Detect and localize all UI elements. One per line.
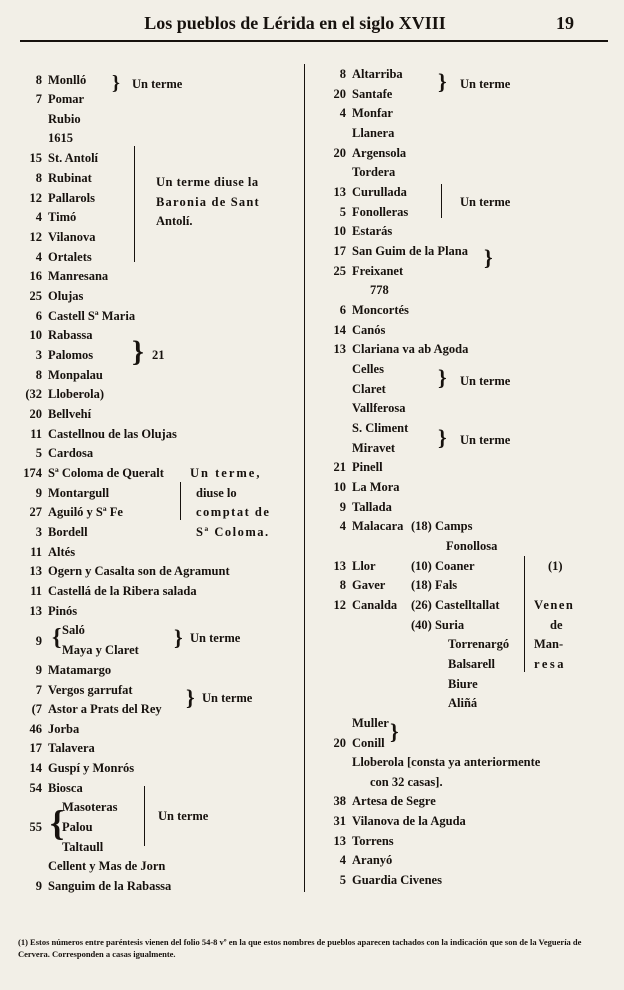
entry-town: Altés [48, 545, 76, 559]
entry-town: Pinell [352, 460, 383, 474]
entry-houses: 4 [339, 519, 346, 533]
entry-town: Guardia Civenes [352, 873, 442, 887]
entry-houses: 17 [333, 244, 346, 258]
entry-town: Fonollosa [446, 539, 498, 553]
entry-town: Castell Sª Maria [48, 309, 136, 323]
entry-houses: 4 [339, 106, 346, 120]
entry-town: Monfar [352, 106, 393, 120]
entry-houses: 13 [29, 604, 42, 618]
entry-town: Estarás [352, 224, 393, 238]
entry-houses: 16 [29, 269, 42, 283]
entry-town: Vergos garrufat [48, 683, 133, 697]
note-un-terme: Un terme [460, 433, 511, 447]
entry-town-sub: (26) Castelltallat [411, 598, 500, 612]
entry-houses: 7 [35, 683, 42, 697]
entry-houses: 10 [29, 328, 42, 342]
entry-town: Sª Coloma de Queralt [48, 466, 164, 480]
entry-town: Saló [62, 623, 85, 637]
entry-town: Monlló [48, 73, 87, 87]
entry-houses: 13 [333, 342, 346, 356]
entry-houses: 12 [29, 191, 42, 205]
entry-town: Conill [352, 736, 385, 750]
entry-houses: 13 [29, 564, 42, 578]
entry-town: Bordell [48, 525, 88, 539]
entry-houses: 11 [30, 584, 42, 598]
entry-town: Llanera [352, 126, 395, 140]
entry-town: Santafe [352, 87, 393, 101]
entry-town: S. Climent [352, 421, 409, 435]
brace: } [174, 625, 183, 650]
column-divider [304, 64, 305, 892]
brace: { [50, 803, 65, 843]
entry-town: Montargull [48, 486, 110, 500]
entry-houses: 20 [333, 146, 346, 160]
entry-town: Tallada [352, 500, 392, 514]
entry-houses: 5 [339, 873, 346, 887]
entry-houses: 13 [333, 834, 346, 848]
entry-houses: 9 [35, 663, 42, 677]
entry-town: Palou [62, 820, 93, 834]
entry-town: Monpalau [48, 368, 103, 382]
note-un-terme: Un terme [132, 77, 183, 91]
entry-town: Ortalets [48, 250, 92, 264]
entry-town: Artesa de Segre [352, 794, 436, 808]
entry-town: Gaver [352, 578, 386, 592]
brace-line [144, 786, 145, 846]
entry-houses: 9 [339, 500, 346, 514]
page-header [0, 10, 624, 34]
entry-houses: 4 [35, 210, 42, 224]
entry-town: Rubio [48, 112, 81, 126]
entry-houses: 46 [29, 722, 42, 736]
entry-town: Curullada [352, 185, 407, 199]
entry-houses: 27 [29, 505, 42, 519]
entry-town: Balsarell [448, 657, 495, 671]
entry-houses: 6 [35, 309, 42, 323]
note-un-terme: Un terme [460, 77, 511, 91]
note-un-terme: Un terme [460, 374, 511, 388]
entry-houses: 25 [333, 264, 346, 278]
entry-houses: 20 [333, 736, 346, 750]
entry-town: Claret [352, 382, 386, 396]
note-venen-4: resa [534, 657, 566, 671]
entry-town-sub: (18) Camps [411, 519, 473, 533]
entry-houses: 5 [339, 205, 346, 219]
brace-line [180, 482, 181, 520]
entry-houses: 9 [35, 486, 42, 500]
brace: } [438, 365, 447, 390]
entry-houses: 54 [29, 781, 42, 795]
entry-houses: 174 [23, 466, 42, 480]
entry-town: Rabassa [48, 328, 93, 342]
entry-houses: 4 [339, 853, 346, 867]
entry-town: Miravet [352, 441, 396, 455]
entry-town: San Guim de la Plana [352, 244, 468, 258]
brace: } [438, 69, 447, 94]
entry-town: 1615 [48, 131, 73, 145]
entry-houses: 25 [29, 289, 42, 303]
entry-town: Canós [352, 323, 386, 337]
entry-town: Fonolleras [352, 205, 409, 219]
entry-town: Torrens [352, 834, 394, 848]
entry-town: Biure [448, 677, 478, 691]
note-venen-2: de [550, 618, 563, 632]
entry-houses: 31 [333, 814, 346, 828]
entry-town: Bellvehí [48, 407, 92, 421]
entry-town: Canalda [352, 598, 398, 612]
entry-houses: 9 [35, 879, 42, 893]
brace: } [112, 72, 120, 94]
entry-houses: 5 [35, 446, 42, 460]
entry-town: Rubinat [48, 171, 92, 185]
entry-town: Vilanova de la Aguda [352, 814, 466, 828]
entry-town: Guspí y Monrós [48, 761, 135, 775]
entry-houses: 20 [333, 87, 346, 101]
entry-town: Aranyó [352, 853, 393, 867]
entry-houses: 8 [35, 368, 42, 382]
entry-town: Astor a Prats del Rey [48, 702, 162, 716]
entry-town: Clariana va ab Agoda [352, 342, 469, 356]
entry-town: Moncortés [352, 303, 409, 317]
entry-houses: 13 [333, 185, 346, 199]
entry-houses: 8 [35, 171, 42, 185]
entry-town: Matamargo [48, 663, 112, 677]
entry-town: con 32 casas]. [370, 775, 443, 789]
entry-houses: 9 [35, 634, 42, 648]
entry-town: La Mora [352, 480, 400, 494]
entry-town: Aguiló y Sª Fe [48, 505, 123, 519]
entry-houses: 8 [339, 578, 346, 592]
footnote: (1) Estos números entre paréntesis vienen del folio 54-8 vº en la que estos nombres de pueblos aparecen tachados con la indicación que son de la Veguería de Cervera. Corresponden a casas igualmente. [18, 937, 582, 959]
entry-houses: (7 [31, 702, 42, 716]
brace: } [132, 335, 144, 368]
entry-town-sub: (10) Coaner [411, 559, 475, 573]
entry-town: Pinós [48, 604, 78, 618]
note-un-terme: Un terme [460, 195, 511, 209]
entry-town: Malacara [352, 519, 404, 533]
entry-houses: 8 [35, 73, 42, 87]
brace-line [524, 556, 525, 672]
entry-town: Pallarols [48, 191, 95, 205]
entry-houses: 14 [333, 323, 346, 337]
entry-houses: 55 [29, 820, 42, 834]
brace-line [441, 184, 442, 218]
entry-town: Lloberola [consta ya anteriormente [352, 755, 541, 769]
entry-town: Llor [352, 559, 376, 573]
entry-town: Pomar [48, 92, 85, 106]
note-venen-1: Venen [534, 598, 575, 612]
entry-town: Sanguim de la Rabassa [48, 879, 172, 893]
entry-town: Freixanet [352, 264, 404, 278]
entry-town-sub: (40) Suria [411, 618, 465, 632]
entry-town: Manresana [48, 269, 109, 283]
page-title: Los pueblos de Lérida en el siglo XVIII [144, 13, 446, 33]
entry-town: Palomos [48, 348, 94, 362]
entry-town: Olujas [48, 289, 84, 303]
brace: } [484, 245, 493, 270]
entry-houses: 11 [30, 427, 42, 441]
entry-town: Torrenargó [448, 637, 510, 651]
entry-town: Celles [352, 362, 384, 376]
entry-town: Ogern y Casalta son de Agramunt [48, 564, 230, 578]
note-antoli-3: Antolí. [156, 214, 193, 228]
note-coloma-3: comptat de [196, 505, 271, 519]
page-number: 19 [556, 13, 574, 33]
note-coloma-2: diuse lo [196, 486, 237, 500]
entry-town: Muller [352, 716, 389, 730]
entry-houses: 17 [29, 741, 42, 755]
entry-town: Aliñá [448, 696, 478, 710]
entry-houses: 3 [35, 348, 42, 362]
entry-town: Taltaull [62, 840, 104, 854]
note-21: 21 [152, 348, 165, 362]
note-antoli-1: Un terme diuse la [156, 175, 259, 189]
entry-houses: 4 [35, 250, 42, 264]
entry-town: Vallferosa [352, 401, 406, 415]
entry-town-sub: (18) Fals [411, 578, 458, 592]
entry-town: Vilanova [48, 230, 96, 244]
entry-houses: 10 [333, 224, 346, 238]
entry-houses: 15 [29, 151, 42, 165]
entry-houses: 21 [333, 460, 346, 474]
entry-town: 778 [370, 283, 389, 297]
brace: { [52, 625, 62, 651]
entry-houses: 12 [29, 230, 42, 244]
entry-town: Castellnou de las Olujas [48, 427, 177, 441]
entry-town: Masoteras [62, 800, 118, 814]
entry-town: Castellá de la Ribera salada [48, 584, 197, 598]
entry-town: Biosca [48, 781, 83, 795]
note-un-terme: Un terme [202, 691, 253, 705]
note-antoli-2: Baronia de Sant [156, 195, 260, 209]
brace-line [134, 146, 135, 262]
note-venen-3: Man- [534, 637, 564, 651]
entry-houses: 38 [333, 794, 346, 808]
entry-houses: (32 [25, 387, 42, 401]
entry-town: Jorba [48, 722, 80, 736]
note-coloma-1: Un terme, [190, 466, 262, 480]
entry-town: Altarriba [352, 67, 403, 81]
brace: } [438, 425, 447, 450]
entry-houses: 13 [333, 559, 346, 573]
entry-houses: 10 [333, 480, 346, 494]
entry-houses: 8 [339, 67, 346, 81]
entry-town: Timó [48, 210, 77, 224]
note-coloma-4: Sª Coloma. [196, 525, 270, 539]
note-un-terme: Un terme [158, 809, 209, 823]
entry-houses: 3 [35, 525, 42, 539]
entry-houses: 12 [333, 598, 346, 612]
brace: } [390, 719, 399, 744]
entry-houses: 6 [339, 303, 346, 317]
entry-town: Talavera [48, 741, 95, 755]
entry-town: Argensola [352, 146, 407, 160]
entry-houses: 20 [29, 407, 42, 421]
header-rule [20, 40, 608, 42]
brace: } [186, 685, 195, 710]
entry-town: Cardosa [48, 446, 94, 460]
entry-town: Maya y Claret [62, 643, 139, 657]
entry-town: Tordera [352, 165, 396, 179]
entry-town: Cellent y Mas de Jorn [48, 859, 166, 873]
entry-town: St. Antolí [48, 151, 99, 165]
entry-houses: 11 [30, 545, 42, 559]
entry-houses: 14 [29, 761, 42, 775]
entry-houses: 7 [35, 92, 42, 106]
note-un-terme: Un terme [190, 631, 241, 645]
entry-town: Lloberola) [48, 387, 105, 401]
footnote-ref: (1) [548, 559, 563, 573]
